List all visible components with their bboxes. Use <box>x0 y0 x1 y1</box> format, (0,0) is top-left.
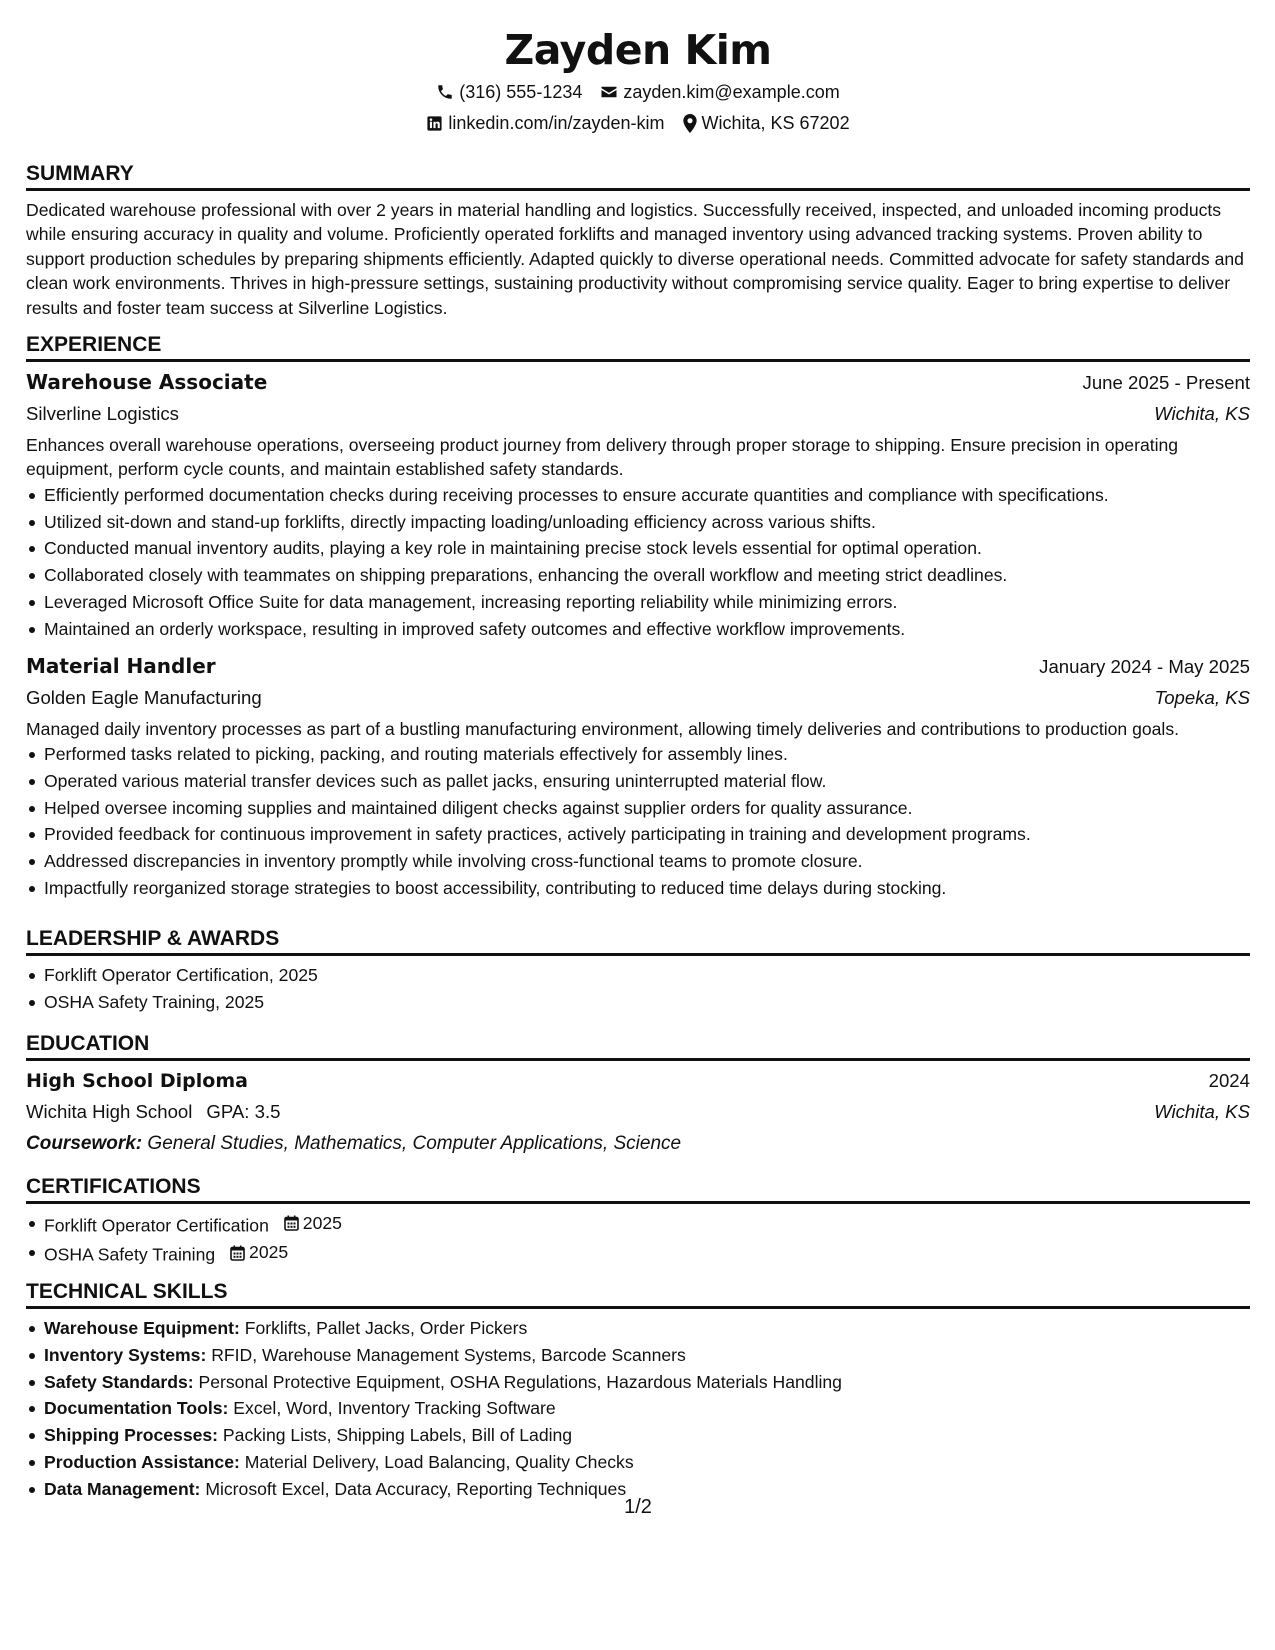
school-location: Wichita, KS <box>1154 1101 1250 1122</box>
phone-icon <box>436 83 454 101</box>
skill-label: Production Assistance: <box>44 1451 240 1472</box>
skill-value: Packing Lists, Shipping Labels, Bill of Lading <box>222 1425 573 1446</box>
list-item: Addressed discrepancies in inventory promptly while involving cross-functional teams to promote closure. <box>44 848 1250 875</box>
cert-name: OSHA Safety Training <box>44 1244 216 1265</box>
phone-contact <box>436 81 582 103</box>
calendar-icon <box>230 1245 245 1261</box>
job-bullets <box>26 741 1250 902</box>
skill-value: Microsoft Excel, Data Accuracy, Reporting Techniques <box>205 1478 627 1499</box>
gpa: GPA: 3.5 <box>206 1101 281 1122</box>
job-title: Warehouse Associate <box>26 370 268 394</box>
map-pin-icon <box>683 114 697 133</box>
page-number: 1/2 <box>624 1496 652 1518</box>
job-entry <box>26 369 1250 643</box>
leadership-section <box>26 926 1250 1016</box>
list-item: Maintained an orderly workspace, resulting in improved safety outcomes and effective workflow improvements. <box>44 616 1250 643</box>
list-item: Operated various material transfer devices such as pallet jacks, ensuring uninterrupted material flow. <box>44 768 1250 795</box>
location-contact <box>683 112 850 134</box>
list-item: Provided feedback for continuous improvement in safety practices, actively participating in training and development programs. <box>44 821 1250 848</box>
linkedin-text[interactable]: linkedin.com/in/zayden-kim <box>448 113 665 133</box>
skill-label: Safety Standards: <box>44 1371 194 1392</box>
leadership-heading: LEADERSHIP & AWARDS <box>26 926 1250 956</box>
linkedin-contact[interactable] <box>426 112 664 134</box>
coursework-label: Coursework: <box>26 1133 143 1154</box>
cert-date <box>230 1239 288 1266</box>
skill-label: Data Management: <box>44 1478 201 1499</box>
job-dates: June 2025 - Present <box>1082 372 1250 393</box>
list-item: Efficiently performed documentation checks during receiving processes to ensure accurate quantities and compliance with specifications. <box>44 482 1250 509</box>
list-item: Helped oversee incoming supplies and maintained diligent checks against supplier orders for quality assurance. <box>44 795 1250 822</box>
list-item: Collaborated closely with teammates on shipping preparations, enhancing the overall workflow and meeting strict deadlines. <box>44 562 1250 589</box>
location-text: Wichita, KS 67202 <box>701 113 850 133</box>
calendar-icon <box>284 1215 299 1231</box>
company-name: Golden Eagle Manufacturing <box>26 686 262 708</box>
coursework-text: General Studies, Mathematics, Computer Applications, Science <box>147 1133 682 1154</box>
cert-name: Forklift Operator Certification <box>44 1215 269 1236</box>
list-item: Leveraged Microsoft Office Suite for data management, increasing reporting reliability while minimizing errors. <box>44 589 1250 616</box>
skill-value: Material Delivery, Load Balancing, Quality Checks <box>244 1451 634 1472</box>
list-item: Forklift Operator Certification, 2025 <box>44 962 1250 989</box>
list-item: OSHA Safety Training, 2025 <box>44 989 1250 1016</box>
resume-page <box>26 0 1250 1518</box>
email-text[interactable]: zayden.kim@example.com <box>623 82 840 102</box>
list-item: Impactfully reorganized storage strategies to boost accessibility, contributing to reduced time delays during stocking. <box>44 875 1250 902</box>
list-item: Utilized sit-down and stand-up forklifts, directly impacting loading/unloading efficiency across various shifts. <box>44 509 1250 536</box>
job-bullets <box>26 482 1250 643</box>
summary-text: Dedicated warehouse professional with over 2 years in material handling and logistics. Successfully received, inspected, and unloaded incoming products while ensuring accuracy in quality and volume. Proficiently operated forklifts and managed inventory using advanced tracking systems. Proven ability to support production schedules by preparing shipments efficiently. Adapted quickly to diverse operational needs. Committed advocate for safety standards and clean work environments. Thrives in high-pressure settings, sustaining productivity without compromising service quality. Eager to bring expertise to deliver results and foster team success at Silverline Logistics. <box>26 200 1244 318</box>
skill-label: Documentation Tools: <box>44 1398 229 1419</box>
skill-value: RFID, Warehouse Management Systems, Barcode Scanners <box>211 1344 686 1365</box>
list-item <box>44 1369 1250 1396</box>
job-entry <box>26 653 1250 902</box>
skill-label: Inventory Systems: <box>44 1344 207 1365</box>
job-dates: January 2024 - May 2025 <box>1039 655 1250 677</box>
certifications-list <box>26 1210 1250 1268</box>
experience-section <box>26 332 1250 902</box>
certifications-section <box>26 1174 1250 1268</box>
skill-value: Personal Protective Equipment, OSHA Regulations, Hazardous Materials Handling <box>198 1371 842 1392</box>
experience-heading: EXPERIENCE <box>26 332 1250 362</box>
coursework <box>26 1131 1250 1157</box>
list-item <box>44 1449 1250 1476</box>
leadership-list <box>26 962 1250 1016</box>
education-section <box>26 1031 1250 1157</box>
skills-section <box>26 1279 1250 1503</box>
skills-list <box>26 1315 1250 1503</box>
phone-text: (316) 555-1234 <box>459 82 583 102</box>
list-item <box>44 1315 1250 1342</box>
school-name: Wichita High School <box>26 1101 193 1122</box>
degree-title: High School Diploma <box>26 1070 248 1092</box>
list-item <box>44 1395 1250 1422</box>
list-item: Performed tasks related to picking, packing, and routing materials effectively for assembly lines. <box>44 741 1250 768</box>
job-description: Enhances overall warehouse operations, overseeing product journey from delivery through proper storage to shipping. Ensure precision in operating equipment, perform cycle counts, and maintain established safety standards. <box>26 435 1179 480</box>
contact-row-2 <box>26 112 1250 134</box>
summary-section <box>26 161 1250 320</box>
linkedin-icon <box>426 115 443 132</box>
skills-heading: TECHNICAL SKILLS <box>26 1279 1250 1309</box>
skill-label: Shipping Processes: <box>44 1425 219 1446</box>
job-location: Wichita, KS <box>1154 403 1250 424</box>
job-title: Material Handler <box>26 653 216 678</box>
email-contact[interactable] <box>600 81 839 103</box>
certifications-heading: CERTIFICATIONS <box>26 1174 1250 1204</box>
candidate-name: Zayden Kim <box>504 26 772 74</box>
cert-year: 2025 <box>302 1213 342 1233</box>
cert-date <box>284 1210 342 1237</box>
graduation-year: 2024 <box>1208 1070 1250 1091</box>
skill-value: Forklifts, Pallet Jacks, Order Pickers <box>244 1318 528 1338</box>
envelope-icon <box>600 83 618 101</box>
list-item <box>44 1239 1250 1268</box>
summary-heading: SUMMARY <box>26 161 1250 191</box>
contact-row-1 <box>26 81 1250 103</box>
cert-year: 2025 <box>249 1242 289 1263</box>
company-name: Silverline Logistics <box>26 403 179 424</box>
education-heading: EDUCATION <box>26 1031 1250 1061</box>
job-description: Managed daily inventory processes as part of a bustling manufacturing environment, allowing timely deliveries and contributions to production goals. <box>26 718 1180 739</box>
skill-label: Warehouse Equipment: <box>44 1318 240 1338</box>
skill-value: Excel, Word, Inventory Tracking Software <box>233 1398 556 1419</box>
list-item <box>44 1210 1250 1239</box>
job-location: Topeka, KS <box>1154 686 1250 708</box>
list-item: Conducted manual inventory audits, playing a key role in maintaining precise stock levels essential for optimal operation. <box>44 535 1250 562</box>
list-item <box>44 1342 1250 1369</box>
list-item <box>44 1422 1250 1449</box>
